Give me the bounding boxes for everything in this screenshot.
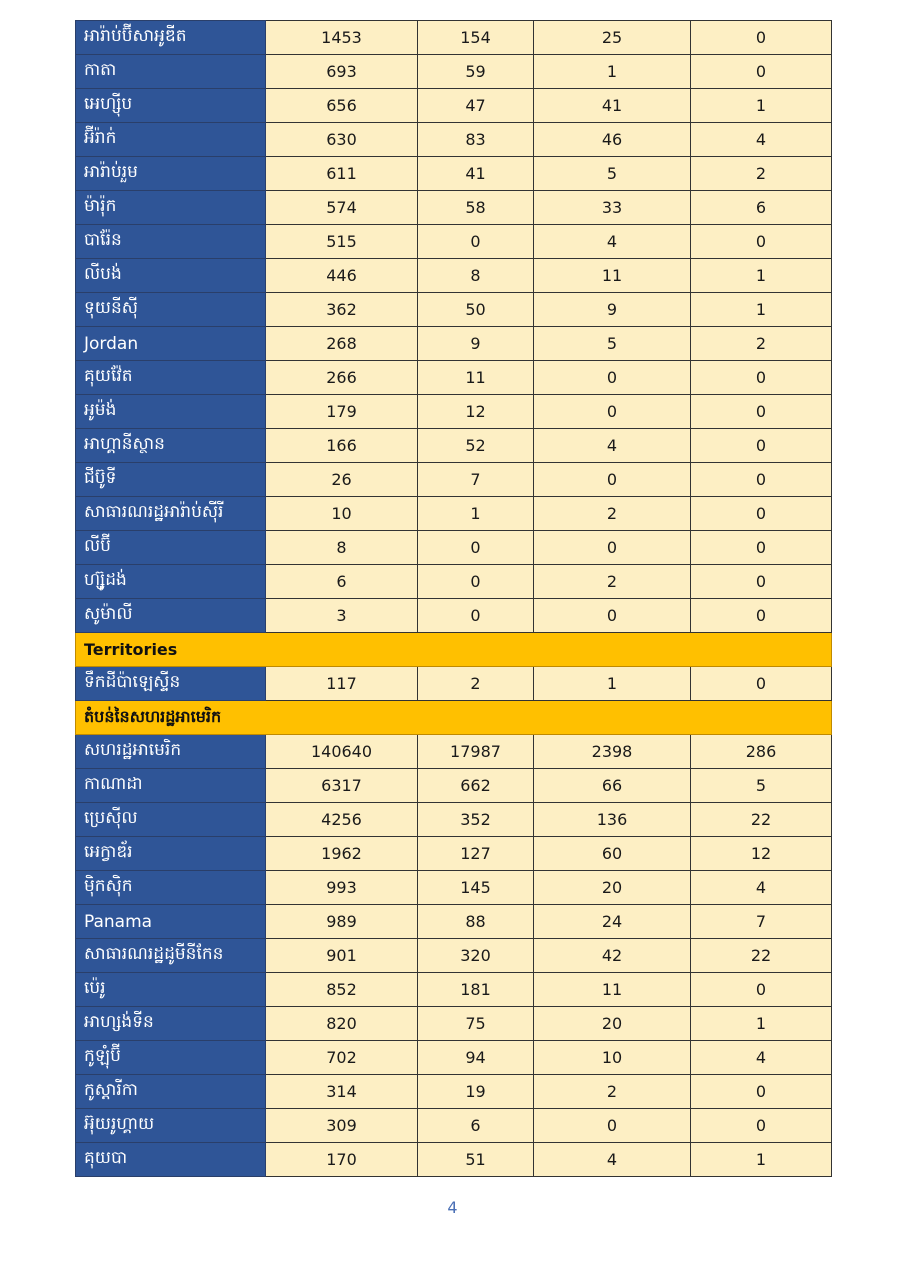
value-cell: 4256 <box>266 803 418 837</box>
table-row <box>76 361 832 395</box>
country-name-cell: អាហ្គានីស្ថាន <box>76 429 266 463</box>
country-name-cell: ប៉េរូ <box>76 973 266 1007</box>
value-cell: 1 <box>691 1143 832 1177</box>
table-row <box>76 293 832 327</box>
value-cell: 5 <box>691 769 832 803</box>
value-cell: 0 <box>691 973 832 1007</box>
table-body <box>76 21 832 1177</box>
section-header-row <box>76 701 832 735</box>
value-cell: 117 <box>266 667 418 701</box>
value-cell: 3 <box>266 599 418 633</box>
value-cell: 41 <box>534 89 691 123</box>
value-cell: 1 <box>534 667 691 701</box>
value-cell: 26 <box>266 463 418 497</box>
value-cell: 1 <box>418 497 534 531</box>
value-cell: 314 <box>266 1075 418 1109</box>
country-name-cell: ហ្ស៊ូដង់ <box>76 565 266 599</box>
value-cell: 1453 <box>266 21 418 55</box>
value-cell: 83 <box>418 123 534 157</box>
value-cell: 145 <box>418 871 534 905</box>
value-cell: 0 <box>418 599 534 633</box>
country-name-cell: ម៉ិកស៊ិក <box>76 871 266 905</box>
value-cell: 181 <box>418 973 534 1007</box>
value-cell: 11 <box>534 973 691 1007</box>
country-name-cell: គុយបា <box>76 1143 266 1177</box>
value-cell: 1 <box>534 55 691 89</box>
country-name-cell: គុយវ៉ែត <box>76 361 266 395</box>
table-row <box>76 1007 832 1041</box>
value-cell: 58 <box>418 191 534 225</box>
value-cell: 320 <box>418 939 534 973</box>
value-cell: 446 <box>266 259 418 293</box>
table-row <box>76 157 832 191</box>
value-cell: 22 <box>691 803 832 837</box>
table-row <box>76 395 832 429</box>
value-cell: 1 <box>691 1007 832 1041</box>
value-cell: 10 <box>534 1041 691 1075</box>
value-cell: 6 <box>266 565 418 599</box>
value-cell: 47 <box>418 89 534 123</box>
country-name-cell: សហរដ្ឋអាមេរិក <box>76 735 266 769</box>
value-cell: 693 <box>266 55 418 89</box>
table-row <box>76 429 832 463</box>
value-cell: 1 <box>691 259 832 293</box>
value-cell: 2398 <box>534 735 691 769</box>
country-name-cell: អេក្វាឌ័រ <box>76 837 266 871</box>
value-cell: 11 <box>534 259 691 293</box>
value-cell: 0 <box>534 1109 691 1143</box>
value-cell: 0 <box>691 55 832 89</box>
table-row <box>76 89 832 123</box>
value-cell: 4 <box>691 871 832 905</box>
country-name-cell: សូម៉ាលី <box>76 599 266 633</box>
value-cell: 515 <box>266 225 418 259</box>
country-name-cell: សាធារណរដ្ឋដូមីនីកែន <box>76 939 266 973</box>
table-row <box>76 769 832 803</box>
value-cell: 41 <box>418 157 534 191</box>
value-cell: 0 <box>691 429 832 463</box>
value-cell: 0 <box>534 361 691 395</box>
value-cell: 22 <box>691 939 832 973</box>
table-row <box>76 531 832 565</box>
country-name-cell: បារ៉ែន <box>76 225 266 259</box>
value-cell: 0 <box>534 531 691 565</box>
value-cell: 75 <box>418 1007 534 1041</box>
value-cell: 820 <box>266 1007 418 1041</box>
value-cell: 286 <box>691 735 832 769</box>
country-name-cell: កាណាដា <box>76 769 266 803</box>
table-row <box>76 837 832 871</box>
table-row <box>76 973 832 1007</box>
value-cell: 0 <box>534 395 691 429</box>
value-cell: 0 <box>691 599 832 633</box>
table-row <box>76 21 832 55</box>
table-row <box>76 565 832 599</box>
value-cell: 46 <box>534 123 691 157</box>
value-cell: 0 <box>691 21 832 55</box>
value-cell: 170 <box>266 1143 418 1177</box>
value-cell: 66 <box>534 769 691 803</box>
country-name-cell: Panama <box>76 905 266 939</box>
table-row <box>76 463 832 497</box>
table-row <box>76 191 832 225</box>
table-row <box>76 803 832 837</box>
value-cell: 630 <box>266 123 418 157</box>
value-cell: 4 <box>691 1041 832 1075</box>
value-cell: 8 <box>418 259 534 293</box>
table-row <box>76 1075 832 1109</box>
value-cell: 852 <box>266 973 418 1007</box>
value-cell: 33 <box>534 191 691 225</box>
value-cell: 0 <box>534 599 691 633</box>
value-cell: 12 <box>691 837 832 871</box>
value-cell: 0 <box>691 361 832 395</box>
value-cell: 662 <box>418 769 534 803</box>
country-name-cell: អេហ្ស៊ីប <box>76 89 266 123</box>
value-cell: 0 <box>534 463 691 497</box>
value-cell: 19 <box>418 1075 534 1109</box>
value-cell: 0 <box>691 1075 832 1109</box>
value-cell: 4 <box>534 1143 691 1177</box>
table-row <box>76 871 832 905</box>
country-name-cell: សាធារណរដ្ឋអារ៉ាប់ស៊ីរី <box>76 497 266 531</box>
country-name-cell: អារ៉ាប់ប៊ីសាអូឌីត <box>76 21 266 55</box>
value-cell: 154 <box>418 21 534 55</box>
value-cell: 2 <box>534 1075 691 1109</box>
value-cell: 51 <box>418 1143 534 1177</box>
country-name-cell: អ៊ីរ៉ាក់ <box>76 123 266 157</box>
value-cell: 11 <box>418 361 534 395</box>
value-cell: 656 <box>266 89 418 123</box>
value-cell: 0 <box>691 463 832 497</box>
country-cases-table <box>75 20 832 1177</box>
section-title: Territories <box>76 633 832 667</box>
table-row <box>76 259 832 293</box>
value-cell: 2 <box>691 157 832 191</box>
section-title: តំបន់នៃសហរដ្ឋអាមេរិក <box>76 701 832 735</box>
value-cell: 9 <box>418 327 534 361</box>
table-row <box>76 667 832 701</box>
country-name-cell: កាតា <box>76 55 266 89</box>
table-row <box>76 905 832 939</box>
value-cell: 2 <box>691 327 832 361</box>
value-cell: 1 <box>691 293 832 327</box>
value-cell: 1962 <box>266 837 418 871</box>
country-name-cell: លីបង់ <box>76 259 266 293</box>
value-cell: 2 <box>418 667 534 701</box>
value-cell: 0 <box>418 531 534 565</box>
value-cell: 8 <box>266 531 418 565</box>
value-cell: 4 <box>691 123 832 157</box>
value-cell: 42 <box>534 939 691 973</box>
value-cell: 0 <box>691 565 832 599</box>
page-number: 4 <box>447 1198 458 1217</box>
value-cell: 50 <box>418 293 534 327</box>
value-cell: 993 <box>266 871 418 905</box>
value-cell: 25 <box>534 21 691 55</box>
value-cell: 9 <box>534 293 691 327</box>
value-cell: 10 <box>266 497 418 531</box>
country-name-cell: ទុយនីស៊ី <box>76 293 266 327</box>
table-row <box>76 55 832 89</box>
country-name-cell: ទឹកដីប៉ាឡេស្ទីន <box>76 667 266 701</box>
value-cell: 136 <box>534 803 691 837</box>
value-cell: 52 <box>418 429 534 463</box>
value-cell: 611 <box>266 157 418 191</box>
country-name-cell: អាហ្សង់ទីន <box>76 1007 266 1041</box>
value-cell: 12 <box>418 395 534 429</box>
country-name-cell: កូឡុំប៊ី <box>76 1041 266 1075</box>
value-cell: 20 <box>534 1007 691 1041</box>
value-cell: 0 <box>691 531 832 565</box>
value-cell: 0 <box>691 497 832 531</box>
value-cell: 59 <box>418 55 534 89</box>
value-cell: 179 <box>266 395 418 429</box>
table-row <box>76 1109 832 1143</box>
value-cell: 1 <box>691 89 832 123</box>
table-row <box>76 497 832 531</box>
value-cell: 0 <box>418 565 534 599</box>
country-name-cell: អ៊ុយរូហ្គាយ <box>76 1109 266 1143</box>
value-cell: 127 <box>418 837 534 871</box>
value-cell: 362 <box>266 293 418 327</box>
value-cell: 0 <box>691 1109 832 1143</box>
value-cell: 4 <box>534 429 691 463</box>
value-cell: 0 <box>691 225 832 259</box>
value-cell: 6 <box>691 191 832 225</box>
value-cell: 140640 <box>266 735 418 769</box>
value-cell: 268 <box>266 327 418 361</box>
value-cell: 574 <box>266 191 418 225</box>
value-cell: 7 <box>418 463 534 497</box>
value-cell: 88 <box>418 905 534 939</box>
country-name-cell: អារ៉ាប់រួម <box>76 157 266 191</box>
value-cell: 989 <box>266 905 418 939</box>
country-name-cell: កូស្តារីកា <box>76 1075 266 1109</box>
table-row <box>76 939 832 973</box>
value-cell: 4 <box>534 225 691 259</box>
table-row <box>76 225 832 259</box>
value-cell: 2 <box>534 497 691 531</box>
table-row <box>76 327 832 361</box>
value-cell: 901 <box>266 939 418 973</box>
value-cell: 309 <box>266 1109 418 1143</box>
section-header-row <box>76 633 832 667</box>
value-cell: 6 <box>418 1109 534 1143</box>
value-cell: 17987 <box>418 735 534 769</box>
value-cell: 7 <box>691 905 832 939</box>
value-cell: 2 <box>534 565 691 599</box>
value-cell: 60 <box>534 837 691 871</box>
table-row <box>76 1041 832 1075</box>
value-cell: 6317 <box>266 769 418 803</box>
country-name-cell: Jordan <box>76 327 266 361</box>
table-row <box>76 735 832 769</box>
value-cell: 94 <box>418 1041 534 1075</box>
value-cell: 0 <box>691 667 832 701</box>
country-name-cell: អូម៉ង់ <box>76 395 266 429</box>
value-cell: 5 <box>534 327 691 361</box>
value-cell: 352 <box>418 803 534 837</box>
value-cell: 166 <box>266 429 418 463</box>
value-cell: 5 <box>534 157 691 191</box>
value-cell: 0 <box>418 225 534 259</box>
value-cell: 266 <box>266 361 418 395</box>
value-cell: 0 <box>691 395 832 429</box>
table-row <box>76 123 832 157</box>
country-name-cell: ម៉ារ៉ុក <box>76 191 266 225</box>
country-name-cell: ប្រេស៊ីល <box>76 803 266 837</box>
value-cell: 20 <box>534 871 691 905</box>
table-row <box>76 599 832 633</box>
country-name-cell: ជីប៊ូទី <box>76 463 266 497</box>
country-name-cell: លីប៊ី <box>76 531 266 565</box>
value-cell: 24 <box>534 905 691 939</box>
table-row <box>76 1143 832 1177</box>
value-cell: 702 <box>266 1041 418 1075</box>
